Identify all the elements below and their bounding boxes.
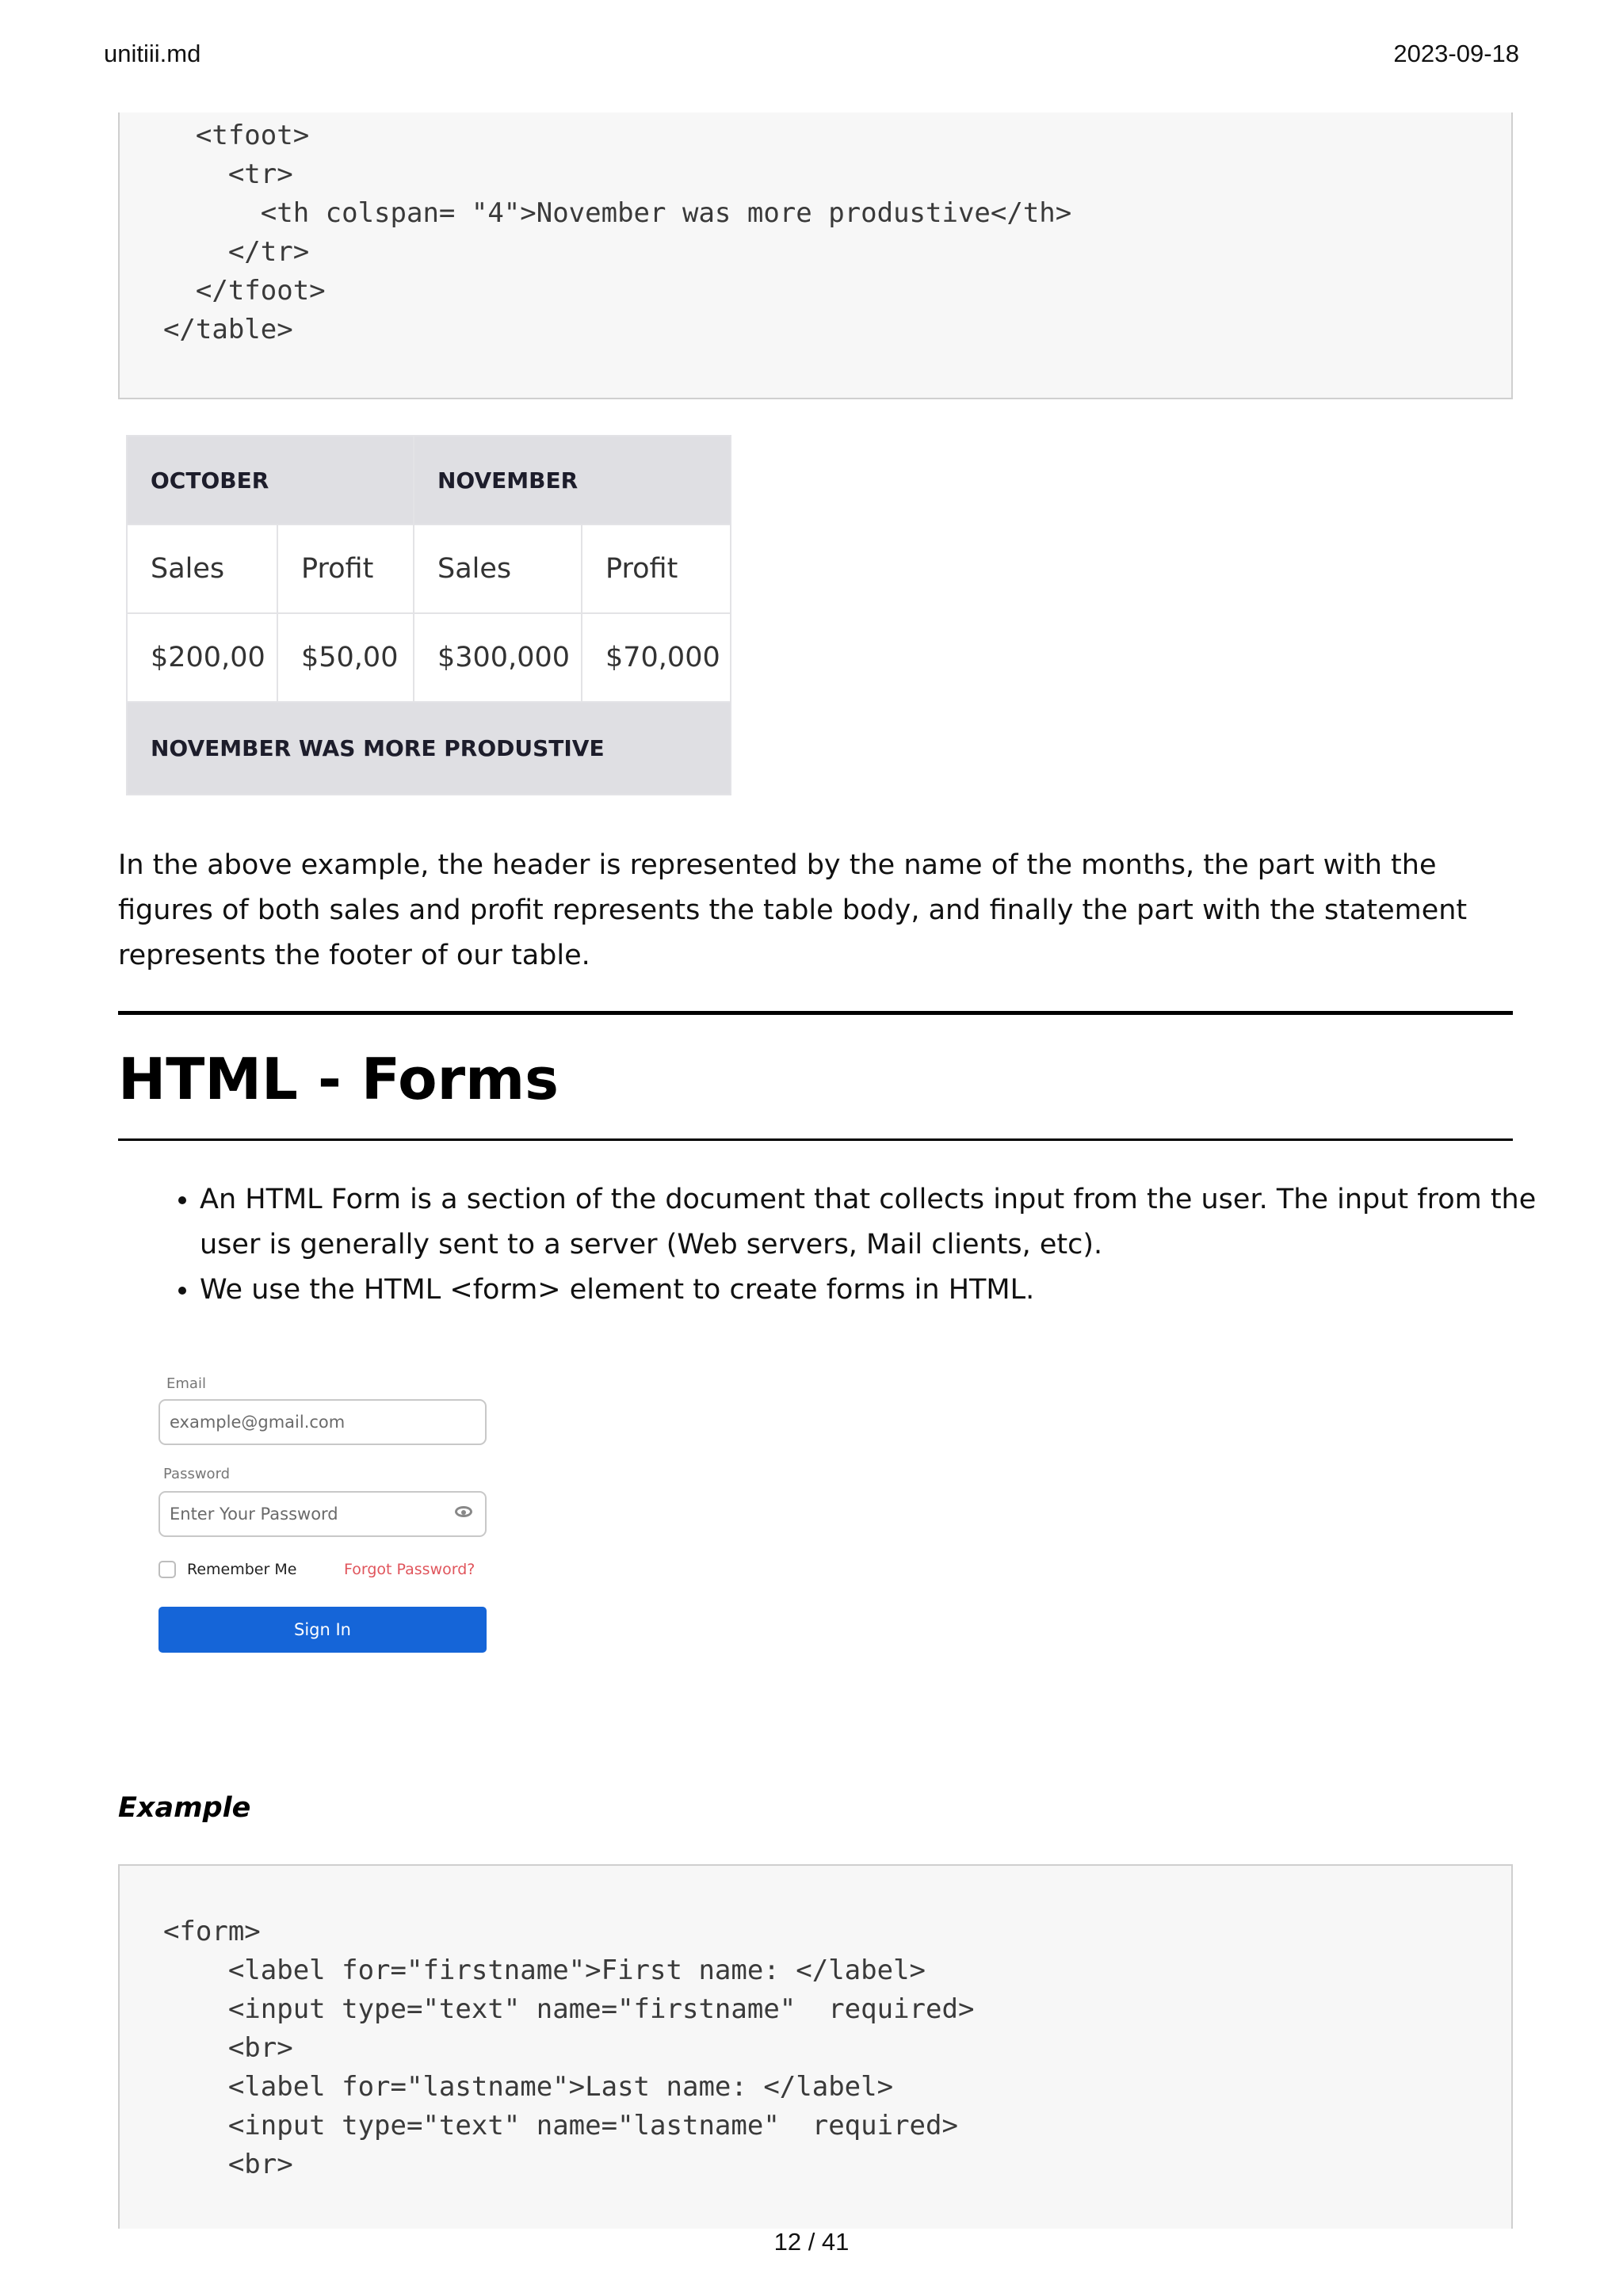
sign-in-form-illustration [155, 1367, 488, 1661]
code-block-tfoot [118, 113, 1513, 399]
example-label: Example [118, 1792, 251, 1824]
title-underline [118, 1138, 1513, 1141]
code-line: <th colspan= "4">November was more produstive</th> [131, 197, 1072, 229]
sign-in-button[interactable]: Sign In [158, 1607, 487, 1653]
table-cell: $50,00 [277, 613, 414, 702]
code-line: <br> [131, 2149, 293, 2180]
password-field[interactable] [158, 1491, 487, 1537]
eye-icon[interactable] [455, 1506, 472, 1517]
footer-cell: NOVEMBER WAS MORE PRODUSTIVE [127, 702, 731, 795]
code-line: </tfoot> [131, 275, 326, 307]
explanation-paragraph: In the above example, the header is represented by the name of the months, the part with the figures of both sales and profit represents the table body, and finally the part with the statement represents the footer of our table. [118, 849, 1468, 971]
table-header-row [127, 436, 731, 524]
code-line: <form> [131, 1916, 261, 1947]
header-cell-november: NOVEMBER [414, 436, 731, 524]
code-line: <input type="text" name="lastname" required> [131, 2110, 958, 2142]
horizontal-rule [118, 1011, 1513, 1015]
list-item: • An HTML Form is a section of the document that collects input from the user. The input from the user is generally sent to a server (Web servers, Mail clients, etc). [200, 1177, 1559, 1268]
table-footer-row [127, 702, 731, 795]
email-field[interactable]: example@gmail.com [158, 1399, 487, 1445]
password-label: Password [163, 1466, 231, 1482]
table-cell: Sales [127, 524, 277, 613]
code-line: </table> [131, 314, 293, 345]
table-cell: $200,00 [127, 613, 277, 702]
table-row [127, 613, 731, 702]
code-line: <label for="firstname">First name: </label> [131, 1955, 926, 1986]
table-cell: Profit [582, 524, 731, 613]
code-line: <input type="text" name="firstname" required> [131, 1993, 975, 2025]
code-content [120, 113, 1511, 349]
code-block-form [118, 1864, 1513, 2229]
code-line: </tr> [131, 236, 310, 268]
table-cell: Profit [277, 524, 414, 613]
remember-me-label: Remember Me [187, 1561, 297, 1578]
code-line: <tfoot> [131, 120, 310, 151]
document-date: 2023-09-18 [1393, 40, 1519, 67]
list-item: • We use the HTML <form> element to create forms in HTML. [200, 1268, 1559, 1313]
section-title: HTML - Forms [118, 1046, 559, 1112]
remember-me-checkbox[interactable] [158, 1561, 176, 1578]
code-content [120, 1866, 1511, 2184]
forgot-password-link[interactable]: Forgot Password? [344, 1561, 475, 1578]
table-cell: $300,000 [414, 613, 582, 702]
page-number: 12 / 41 [773, 2228, 850, 2256]
document-filename: unitiii.md [104, 40, 201, 67]
code-line: <tr> [131, 158, 293, 190]
table-cell: Sales [414, 524, 582, 613]
code-line: <label for="lastname">Last name: </label> [131, 2071, 894, 2103]
example-rendered-table [126, 435, 731, 795]
password-placeholder: Enter Your Password [170, 1505, 338, 1524]
table-row [127, 524, 731, 613]
header-cell-october: OCTOBER [127, 436, 414, 524]
bullet-list [158, 1177, 1559, 1313]
email-label: Email [166, 1375, 206, 1392]
code-line: <br> [131, 2032, 293, 2064]
table-cell: $70,000 [582, 613, 731, 702]
